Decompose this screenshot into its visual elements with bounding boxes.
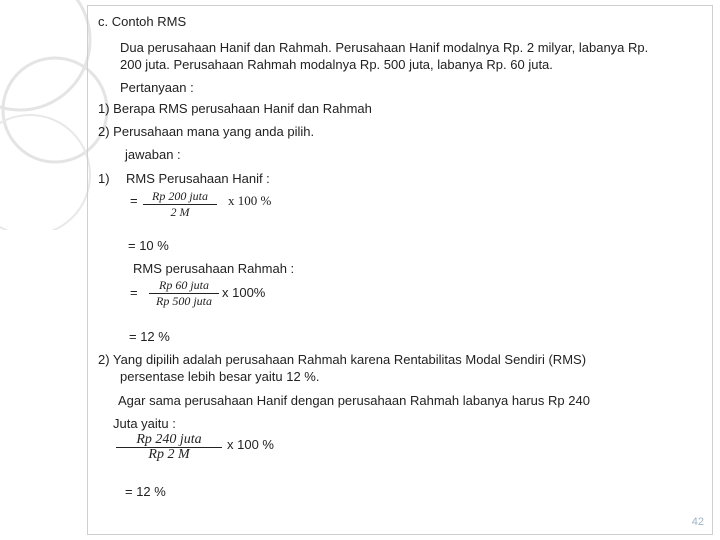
rahmah-result: = 12 %: [129, 329, 170, 344]
answer-1-title: RMS Perusahaan Hanif :: [126, 171, 270, 186]
rahmah-title: RMS perusahaan Rahmah :: [133, 261, 295, 276]
extra-numerator: Rp 240 juta: [136, 432, 202, 447]
question-label: Pertanyaan :: [120, 80, 194, 95]
hanif-fraction: [143, 190, 217, 218]
hanif-equals: =: [130, 193, 138, 208]
extra-line-2: Juta yaitu :: [113, 416, 176, 431]
page-number: 42: [691, 516, 704, 528]
hanif-result: = 10 %: [128, 238, 169, 253]
answer-2-line-2: persentase lebih besar yaitu 12 %.: [120, 369, 320, 384]
rahmah-fraction: [149, 279, 219, 307]
section-heading: c. Contoh RMS: [98, 14, 187, 29]
extra-denominator: Rp 2 M: [148, 447, 190, 462]
answer-1-number: 1): [98, 171, 110, 186]
hanif-multiplier: x 100 %: [228, 193, 272, 208]
extra-line-1: Agar sama perusahaan Hanif dengan perusahaan Rahmah labanya harus Rp 240: [118, 393, 590, 408]
extra-fraction: [116, 433, 222, 461]
rahmah-multiplier: x 100%: [222, 285, 266, 300]
question-2: 2) Perusahaan mana yang anda pilih.: [98, 124, 315, 139]
extra-result: = 12 %: [125, 484, 166, 499]
intro-line-1: Dua perusahaan Hanif dan Rahmah. Perusahaan Hanif modalnya Rp. 2 milyar, labanya Rp.: [120, 40, 649, 55]
rahmah-denominator: Rp 500 juta: [156, 294, 212, 308]
intro-line-2: 200 juta. Perusahaan Rahmah modalnya Rp. 500 juta, labanya Rp. 60 juta.: [120, 57, 553, 72]
hanif-numerator: Rp 200 juta: [152, 189, 208, 203]
hanif-denominator: 2 M: [170, 205, 190, 219]
extra-multiplier: x 100 %: [227, 437, 274, 452]
answer-label: jawaban :: [125, 147, 181, 162]
rahmah-numerator: Rp 60 juta: [159, 278, 209, 292]
question-1: 1) Berapa RMS perusahaan Hanif dan Rahmah: [98, 101, 372, 116]
rahmah-equals: =: [130, 285, 138, 300]
answer-2-line-1: 2) Yang dipilih adalah perusahaan Rahmah karena Rentabilitas Modal Sendiri (RMS): [98, 352, 587, 367]
